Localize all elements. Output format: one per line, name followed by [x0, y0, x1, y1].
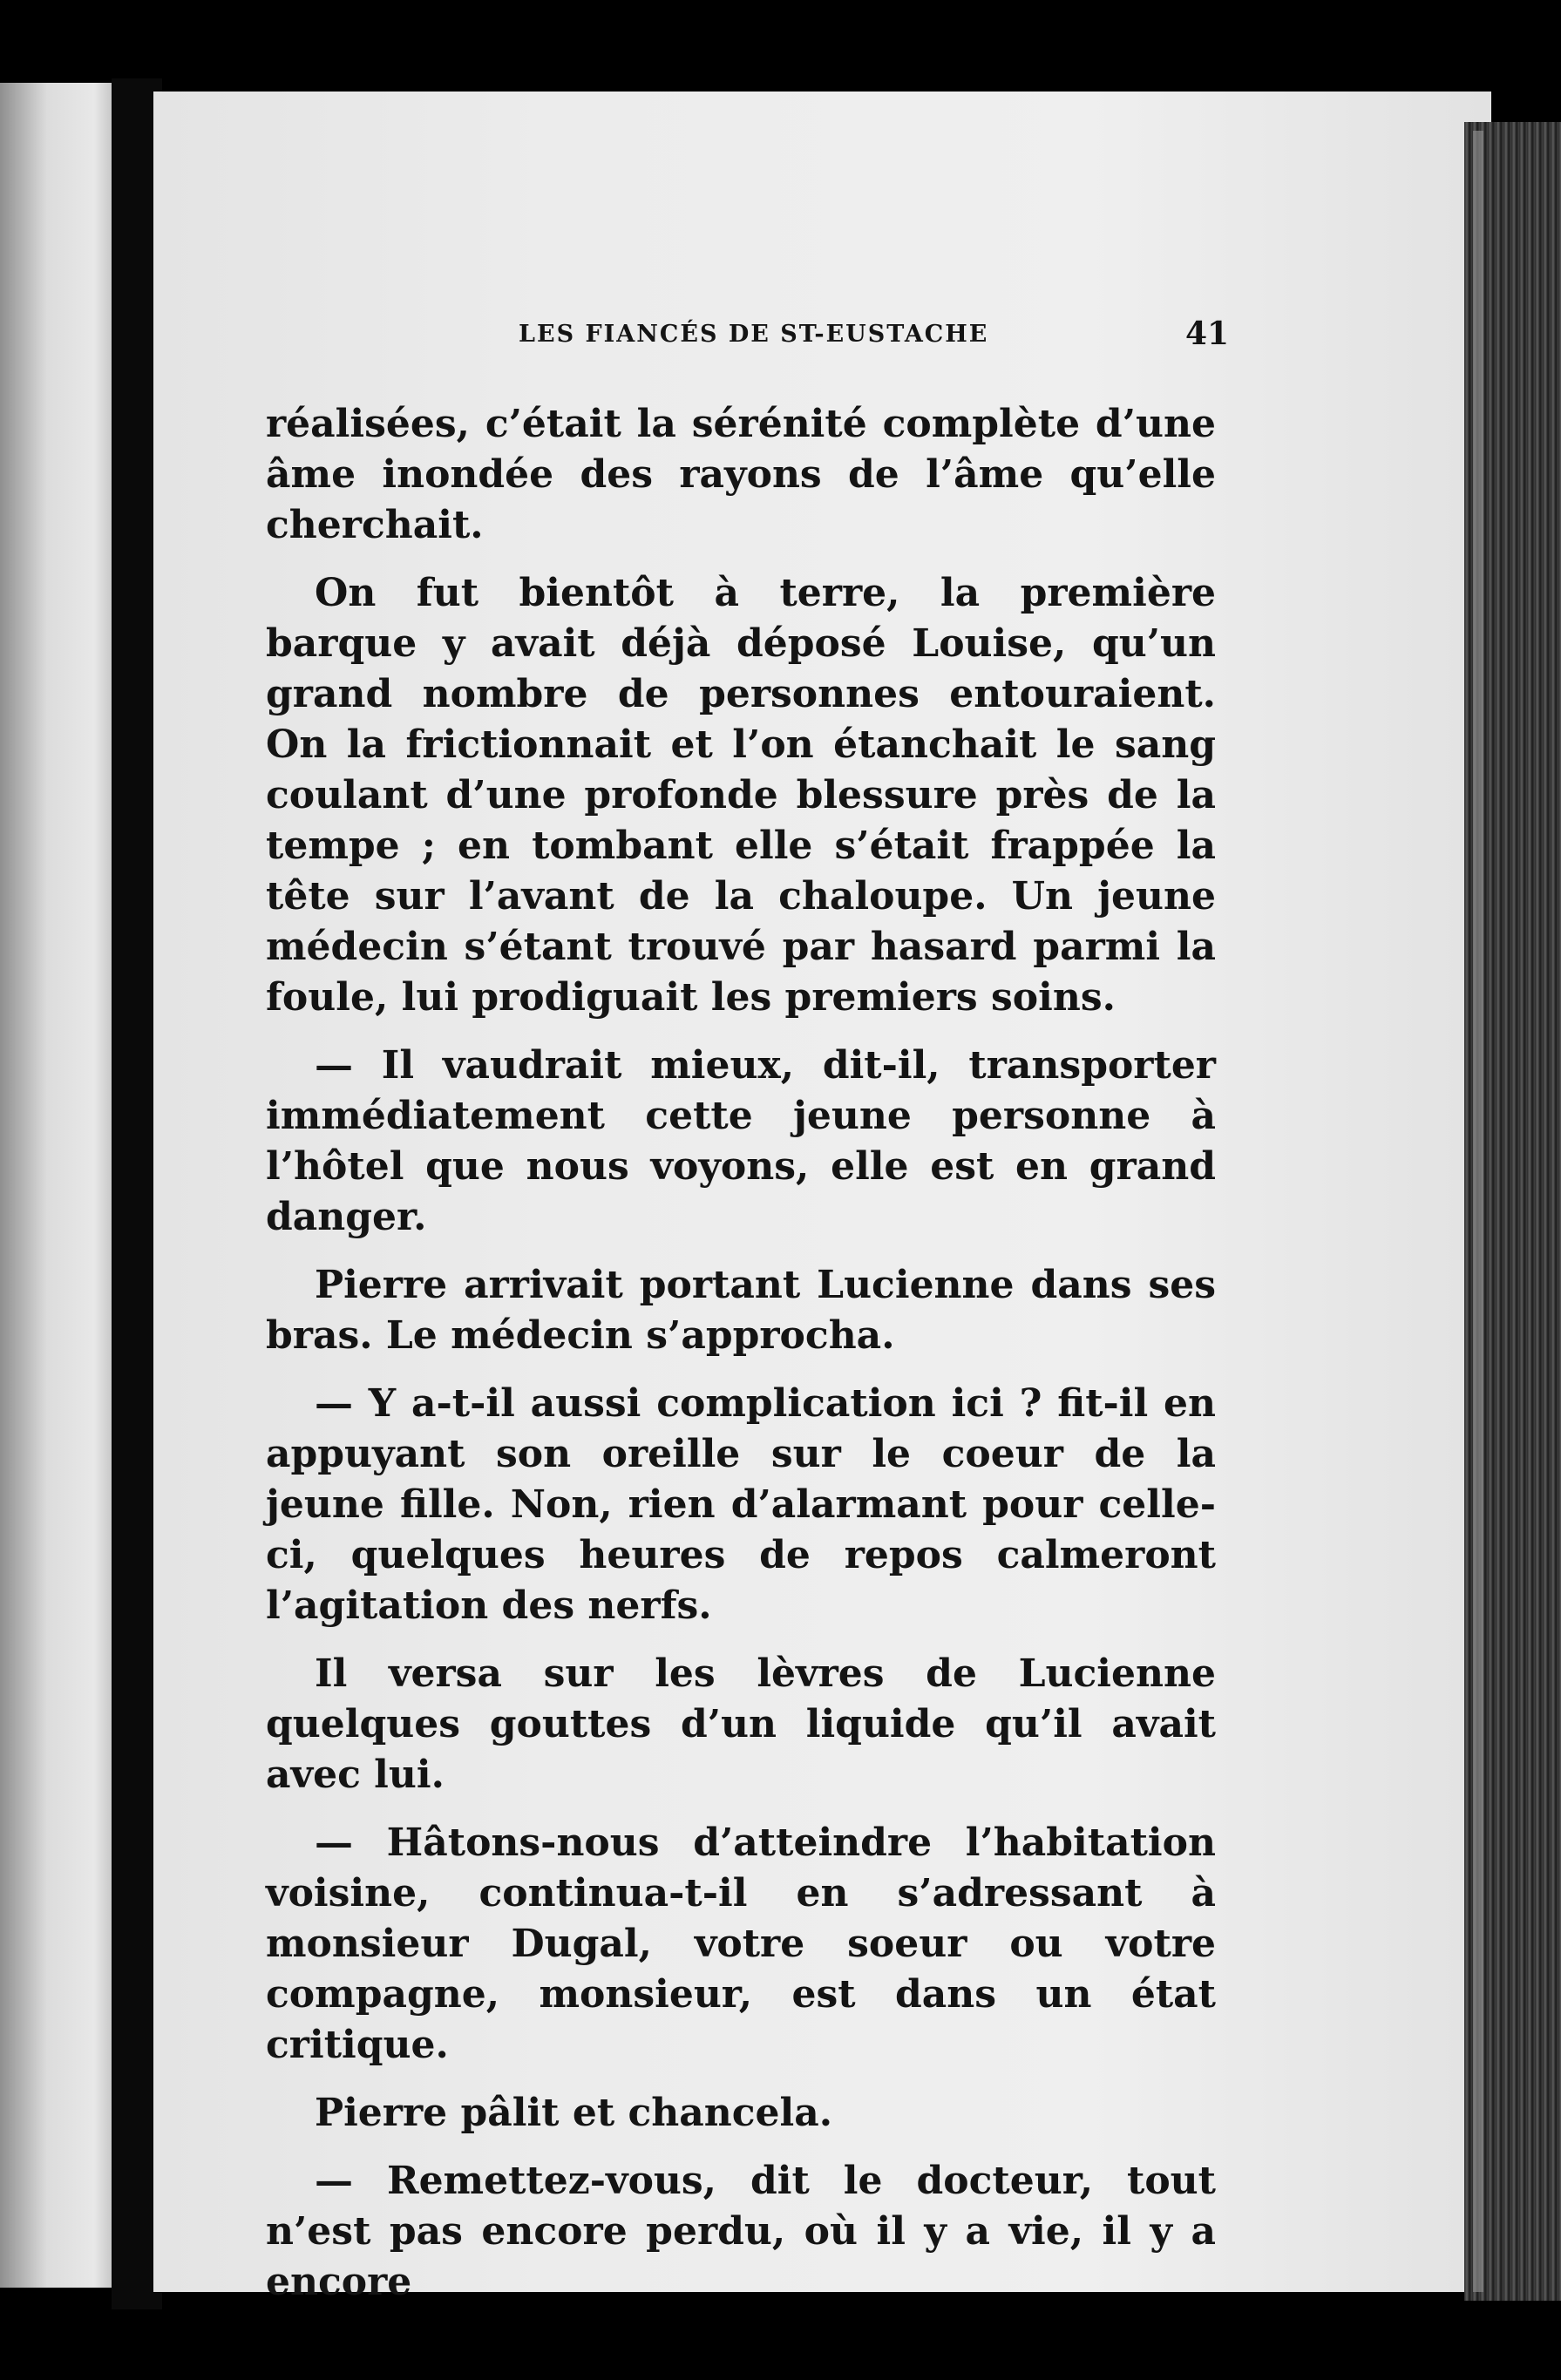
- body-text: [266, 399, 1216, 2325]
- page-edge-highlight: [1473, 131, 1483, 2292]
- paragraph: — Y a-t-il aussi complication ici ? fit-il en appuyant son oreille sur le coeur de la jeune fille. Non, rien d’alarmant pour celle-ci, quelques heures de repos calmeront l’agitation des nerfs.: [266, 1381, 1216, 1628]
- running-head: LES FIANCÉS DE ST-EUSTACHE: [519, 321, 989, 348]
- paragraph: réalisées, c’était la sérénité complète d’une âme inondée des rayons de l’âme qu’elle cherchait.: [266, 402, 1216, 547]
- paragraph: — Hâtons-nous d’atteindre l’habitation voisine, continua-t-il en s’adressant à monsieur Dugal, votre soeur ou votre compagne, monsieur, est dans un état critique.: [266, 1821, 1216, 2067]
- page-number: 41: [1185, 315, 1230, 352]
- paragraph: Pierre pâlit et chancela.: [315, 2091, 833, 2135]
- paragraph: On fut bientôt à terre, la première barque y avait déjà déposé Louise, qu’un grand nombre de personnes entouraient. On la frictionnait et l’on étanchait le sang coulant d’une profonde blessure près de la tempe ; en tombant elle s’était frappée la tête sur l’avant de la chaloupe. Un jeune médecin s’étant trouvé par hasard parmi la foule, lui prodiguait les premiers soins.: [266, 571, 1216, 1020]
- previous-page-edge: [0, 83, 118, 2288]
- paragraph: Pierre arrivait portant Lucienne dans ses bras. Le médecin s’approcha.: [266, 1263, 1216, 1358]
- paragraph: Il versa sur les lèvres de Lucienne quelques gouttes d’un liquide qu’il avait avec lui.: [266, 1651, 1216, 1797]
- paragraph: — Il vaudrait mieux, dit-il, transporter immédiatement cette jeune personne à l’hôtel que nous voyons, elle est en grand danger.: [266, 1043, 1216, 1239]
- paragraph: — Remettez-vous, dit le docteur, tout n’est pas encore perdu, où il y a vie, il y a encore: [266, 2159, 1216, 2304]
